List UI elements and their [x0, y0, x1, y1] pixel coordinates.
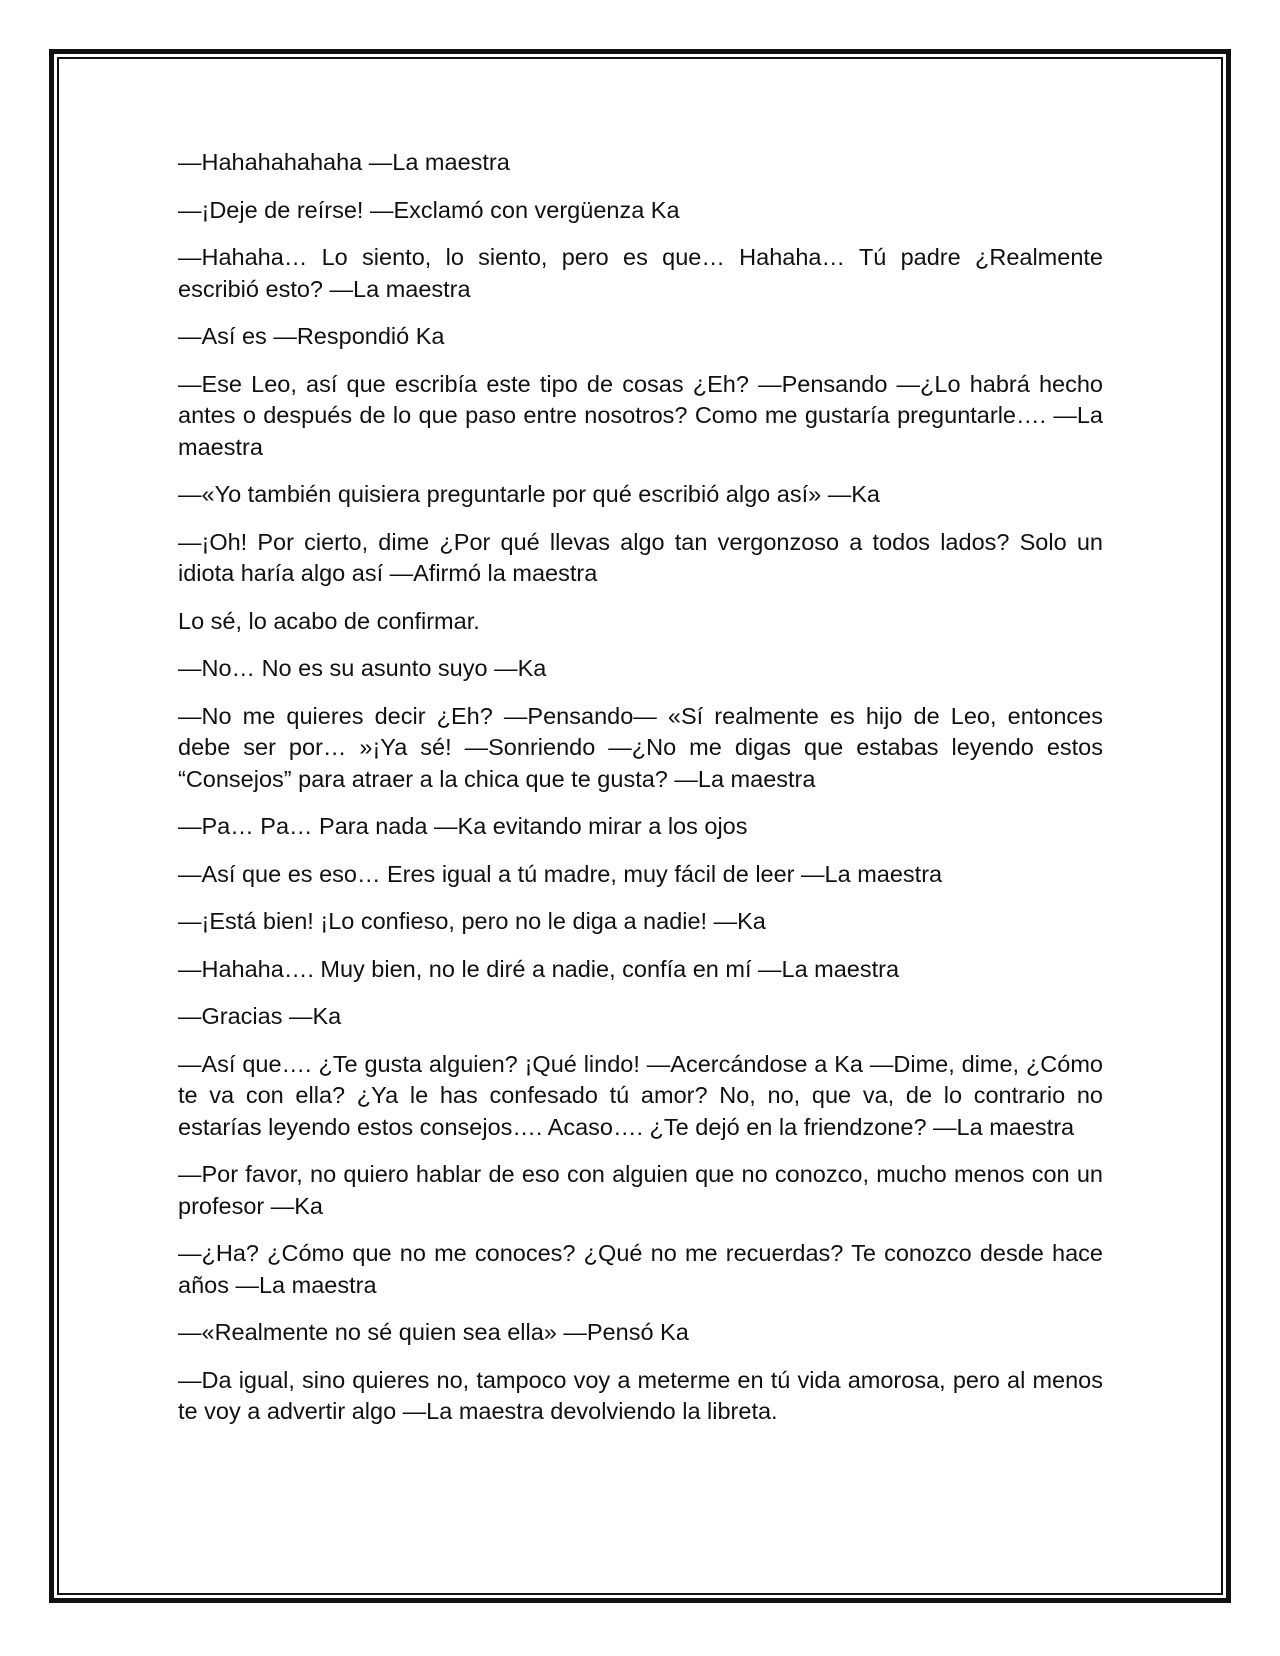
document-body: [178, 147, 1103, 1444]
paragraph: Lo sé, lo acabo de confirmar.: [178, 607, 480, 634]
paragraph: —Hahahahahaha —La maestra: [178, 149, 510, 175]
paragraph: —Hahaha…. Muy bien, no le diré a nadie, confía en mí —La maestra: [178, 955, 900, 982]
paragraph: —Así que…. ¿Te gusta alguien? ¡Qué lindo! —Acercándose a Ka —Dime, dime, ¿Cómo te va con ella? ¿Ya le has confesado tú amor? No, no, que va, de lo contrario no estarías leyendo estos consejos…. Acaso…. ¿Te dejó en la friendzone? —La maestra: [178, 1050, 1103, 1140]
paragraph: —¡Deje de reírse! —Exclamó con vergüenza Ka: [178, 196, 680, 223]
paragraph: —No… No es su asunto suyo —Ka: [178, 655, 547, 681]
paragraph: —No me quieres decir ¿Eh? —Pensando— «Sí realmente es hijo de Leo, entonces debe ser por… »¡Ya sé! —Sonriendo —¿No me digas que estabas leyendo estos “Consejos” para atraer a la chica que te gusta? —La maestra: [178, 702, 1103, 792]
paragraph: —¡Oh! Por cierto, dime ¿Por qué llevas algo tan vergonzoso a todos lados? Solo un idiota haría algo así —Afirmó la maestra: [178, 528, 1103, 586]
paragraph: —¡Está bien! ¡Lo confieso, pero no le diga a nadie! —Ka: [178, 908, 766, 934]
paragraph: —Hahaha… Lo siento, lo siento, pero es que… Hahaha… Tú padre ¿Realmente escribió esto? —La maestra: [178, 244, 1103, 302]
paragraph: —Así que es eso… Eres igual a tú madre, muy fácil de leer —La maestra: [178, 860, 943, 887]
paragraph: —Gracias —Ka: [178, 1003, 342, 1029]
paragraph: —Pa… Pa… Para nada —Ka evitando mirar a los ojos: [178, 813, 748, 839]
paragraph: —«Yo también quisiera preguntarle por qué escribió algo así» —Ka: [178, 481, 880, 507]
paragraph: —Da igual, sino quieres no, tampoco voy a meterme en tú vida amorosa, pero al menos te voy a advertir algo —La maestra devolviendo la libreta.: [178, 1366, 1103, 1424]
paragraph: —Ese Leo, así que escribía este tipo de cosas ¿Eh? —Pensando —¿Lo habrá hecho antes o después de lo que paso entre nosotros? Como me gustaría preguntarle…. —La maestra: [178, 370, 1103, 460]
paragraph: —Por favor, no quiero hablar de eso con alguien que no conozco, mucho menos con un profesor —Ka: [178, 1161, 1103, 1219]
paragraph: —Así es —Respondió Ka: [178, 323, 445, 349]
paragraph: —«Realmente no sé quien sea ella» —Pensó Ka: [178, 1319, 689, 1345]
paragraph: —¿Ha? ¿Cómo que no me conoces? ¿Qué no me recuerdas? Te conozco desde hace años —La maestra: [178, 1240, 1103, 1298]
